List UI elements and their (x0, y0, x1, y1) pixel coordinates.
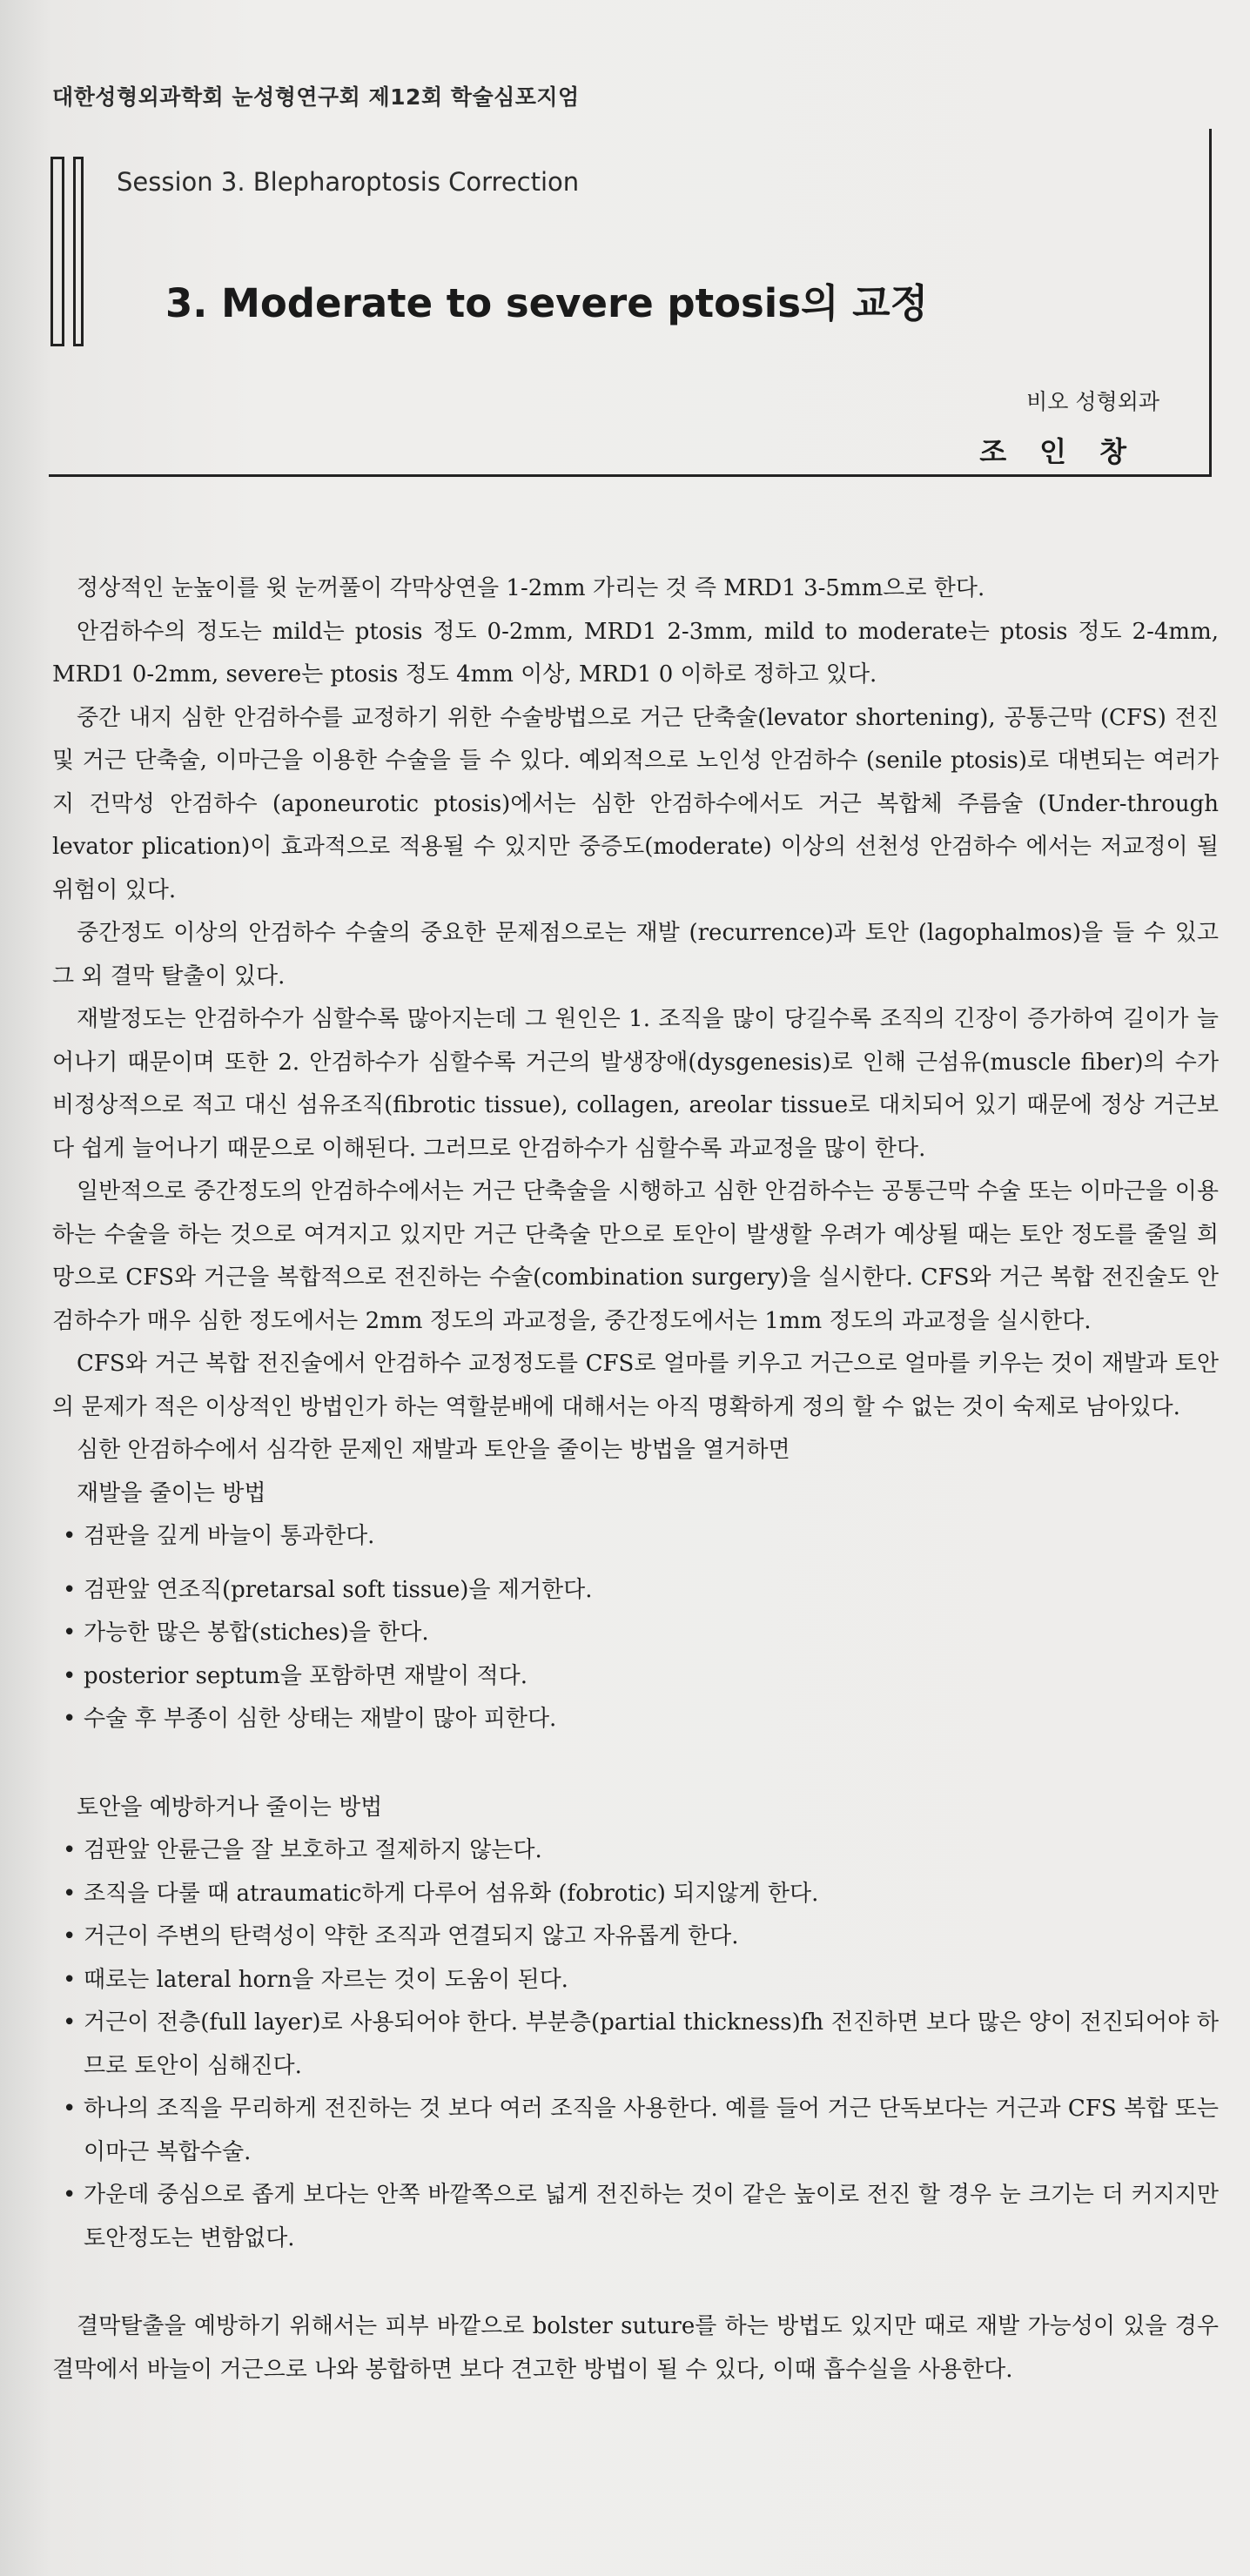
paragraph: 중간 내지 심한 안검하수를 교정하기 위한 수술방법으로 거근 단축술(levator shortening), 공통근막 (CFS) 전진 및 거근 단축술, 이마근을 이용한 수술을 들 수 있다. 예외적으로 노인성 안검하수 (senile ptosis)로 대변되는 여러가지 건막성 안검하수 (aponeurotic ptosis)에서는 심한 안검하수에서도 거근 복합체 주름술 (Under-through levator plication)이 효과적으로 적용될 수 있지만 중증도(moderate) 이상의 선천성 안검하수 에서는 저교정이 될 위험이 있다. (52, 704, 1219, 903)
list-item: • 검판을 깊게 바늘이 통과한다. (52, 1515, 1219, 1559)
recurrence-heading: 재발을 줄이는 방법 (77, 1479, 266, 1506)
list-item: • 거근이 전층(full layer)로 사용되어야 한다. 부분층(partial thickness)fh 전진하면 보다 많은 양이 전진되어야 하므로 토안이 심해진다. (52, 2002, 1219, 2088)
closing-paragraph: 결막탈출을 예방하기 위해서는 피부 바깥으로 bolster suture를 하는 방법도 있지만 때로 재발 가능성이 있을 경우 결막에서 바늘이 거근으로 나와 봉합하면 보다 견고한 방법이 될 수 있다, 이때 흡수실을 사용한다. (52, 2313, 1219, 2383)
list-item: • 거근이 주변의 탄력성이 약한 조직과 연결되지 않고 자유롭게 한다. (52, 1915, 1219, 1959)
paragraph: CFS와 거근 복합 전진술에서 안검하수 교정정도를 CFS로 얼마를 키우고 거근으로 얼마를 키우는 것이 재발과 토안의 문제가 적은 이상적인 방법인가 하는 역할분배에 대해서는 아직 명확하게 정의 할 수 없는 것이 숙제로 남아있다. (52, 1351, 1219, 1420)
session-label: Session 3. Blepharoptosis Correction (117, 167, 580, 197)
spacer (52, 1741, 1219, 1787)
journal-header: 대한성형외과학회 눈성형연구회 제12회 학술심포지엄 (52, 84, 580, 110)
paragraph: 중간정도 이상의 안검하수 수술의 중요한 문제점으로는 재발 (recurrence)과 토안 (lagophalmos)을 들 수 있고 그 외 결막 탈출이 있다. (52, 920, 1219, 989)
lagophthalmos-list (52, 1829, 1219, 2260)
recurrence-list-first (52, 1515, 1219, 1559)
lagophthalmos-heading: 토안을 예방하거나 줄이는 방법 (77, 1794, 383, 1821)
list-item: • 수술 후 부종이 심한 상태는 재발이 많아 피한다. (52, 1698, 1219, 1741)
paragraph: 안검하수의 정도는 mild는 ptosis 정도 0-2mm, MRD1 2-3mm, mild to moderate는 ptosis 정도 2-4mm, MRD1 0-2mm, severe는 ptosis 정도 4mm 이상, MRD1 0 이하로 정하고 있다. (52, 618, 1219, 688)
paragraph: 정상적인 눈높이를 윗 눈꺼풀이 각막상연을 1-2mm 가리는 것 즉 MRD1 3-5mm으로 한다. (77, 575, 985, 601)
list-item: • 가능한 많은 봉합(stiches)을 한다. (52, 1612, 1219, 1655)
author-name: 조인창 (979, 435, 1159, 468)
paragraph: 심한 안검하수에서 심각한 문제인 재발과 토안을 줄이는 방법을 열거하면 (77, 1437, 790, 1463)
title-decor-bar-outer (50, 157, 64, 346)
article-body (52, 567, 1219, 2392)
author-affiliation: 비오 성형외과 (1026, 389, 1159, 414)
paragraph: 일반적으로 중간정도의 안검하수에서는 거근 단축술을 시행하고 심한 안검하수는 공통근막 수술 또는 이마근을 이용하는 수술을 하는 것으로 여겨지고 있지만 거근 단축술 만으로 토안이 발생할 우려가 예상될 때는 토안 정도를 줄일 희망으로 CFS와 거근을 복합적으로 전진하는 수술(combination surgery)을 실시한다. CFS와 거근 복합 전진술도 안검하수가 매우 심한 정도에서는 2mm 정도의 과교정을, 중간정도에서는 1mm 정도의 과교정을 실시한다. (52, 1178, 1219, 1334)
list-item: • 조직을 다룰 때 atraumatic하게 다루어 섬유화 (fobrotic) 되지않게 한다. (52, 1873, 1219, 1916)
list-item: • 검판앞 안륜근을 잘 보호하고 절제하지 않는다. (52, 1829, 1219, 1873)
list-item: • 때로는 lateral horn을 자르는 것이 도움이 된다. (52, 1959, 1219, 2002)
list-item: • posterior septum을 포함하면 재발이 적다. (52, 1655, 1219, 1699)
spacer (52, 1559, 1219, 1569)
paragraph: 재발정도는 안검하수가 심할수록 많아지는데 그 원인은 1. 조직을 많이 당길수록 조직의 긴장이 증가하여 길이가 늘어나기 때문이며 또한 2. 안검하수가 심할수록 거근의 발생장애(dysgenesis)로 인해 근섬유(muscle fiber)의 수가 비정상적으로 적고 대신 섬유조직(fibrotic tissue), collagen, areolar tissue로 대치되어 있기 때문에 정상 거근보다 쉽게 늘어나기 때문으로 이해된다. 그러므로 안검하수가 심할수록 과교정을 많이 한다. (52, 1006, 1219, 1162)
list-item: • 검판앞 연조직(pretarsal soft tissue)을 제거한다. (52, 1569, 1219, 1613)
list-item: • 가운데 중심으로 좁게 보다는 안쪽 바깥쪽으로 넓게 전진하는 것이 같은 높이로 전진 할 경우 눈 크기는 더 커지지만 토안정도는 변함없다. (52, 2174, 1219, 2260)
title-decor-bar-inner (73, 157, 84, 346)
recurrence-list (52, 1569, 1219, 1741)
article-title: 3. Moderate to severe ptosis의 교정 (165, 280, 929, 326)
list-item: • 하나의 조직을 무리하게 전진하는 것 보다 여러 조직을 사용한다. 예를 들어 거근 단독보다는 거근과 CFS 복합 또는 이마근 복합수술. (52, 2088, 1219, 2174)
spacer (52, 2260, 1219, 2305)
